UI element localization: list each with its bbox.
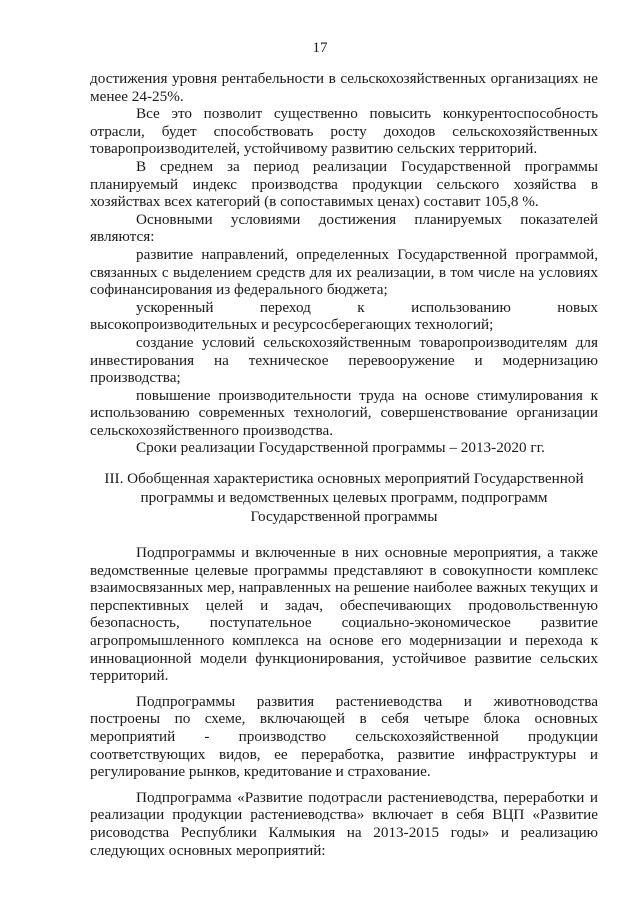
paragraph: Подпрограммы и включенные в них основные мероприятия, а также ведомственные целевые программы представляют в совокупности комплекс взаимосвязанных мер, направленных на решение наиболее важных текущих и перспективных целей и задач, обеспечивающих продовольственную безопасность, поступательное социально-экономическое развитие агропромышленного комплекса на основе его модернизации и перехода к инновационной модели функционирования, устойчивое развитие сельских территорий. bbox=[90, 544, 598, 685]
page-number: 17 bbox=[312, 40, 328, 56]
paragraph: достижения уровня рентабельности в сельскохозяйственных организациях не менее 24-25%. bbox=[90, 70, 598, 105]
paragraph: Подпрограмма «Развитие подотрасли растениеводства, переработки и реализации продукции растениеводства» включает в себя ВЦП «Развитие рисоводства Республики Калмыкия на 2013-2015 годы» и реализацию следующих основных мероприятий: bbox=[90, 788, 598, 859]
section-top bbox=[90, 70, 598, 457]
list-item: ускоренный переход к использованию новых высокопроизводительных и ресурсосберегающих технологий; bbox=[90, 298, 598, 334]
section-bottom bbox=[90, 544, 598, 859]
paragraph: Сроки реализации Государственной программы – 2013-2020 гг. bbox=[136, 439, 545, 457]
list-item: развитие направлений, определенных Государственной программой, связанных с выделением средств для их реализации, в том числе на условиях софинансирования из федерального бюджета; bbox=[90, 245, 598, 299]
paragraph: Подпрограммы развития растениеводства и животноводства построены по схеме, включающей в себя четыре блока основных мероприятий - производство сельскохозяйственной продукции соответствующих видов, ее переработка, развитие инфраструктуры и регулирование рынков, кредитование и страхование. bbox=[90, 692, 598, 781]
list-item: создание условий сельскохозяйственным товаропроизводителям для инвестирования на техническое перевооружение и модернизацию производства; bbox=[90, 333, 598, 387]
paragraph: Основными условиями достижения планируемых показателей являются: bbox=[90, 210, 598, 246]
paragraph: Все это позволит существенно повысить конкурентоспособность отрасли, будет способствовать росту доходов сельскохозяйственных товаропроизводителей, устойчивому развитию сельских территорий. bbox=[90, 105, 598, 158]
section-heading: III. Обобщенная характеристика основных мероприятий Государственной программы и ведомственных целевых программ, подпрограмм Государственной программы bbox=[104, 470, 584, 525]
paragraph: В среднем за период реализации Государственной программы планируемый индекс производства продукции сельского хозяйства в хозяйствах всех категорий (в сопоставимых ценах) составит 105,8 %. bbox=[90, 157, 598, 211]
list-item: повышение производительности труда на основе стимулирования к использованию современных технологий, совершенствование организации сельскохозяйственного производства. bbox=[90, 386, 598, 439]
